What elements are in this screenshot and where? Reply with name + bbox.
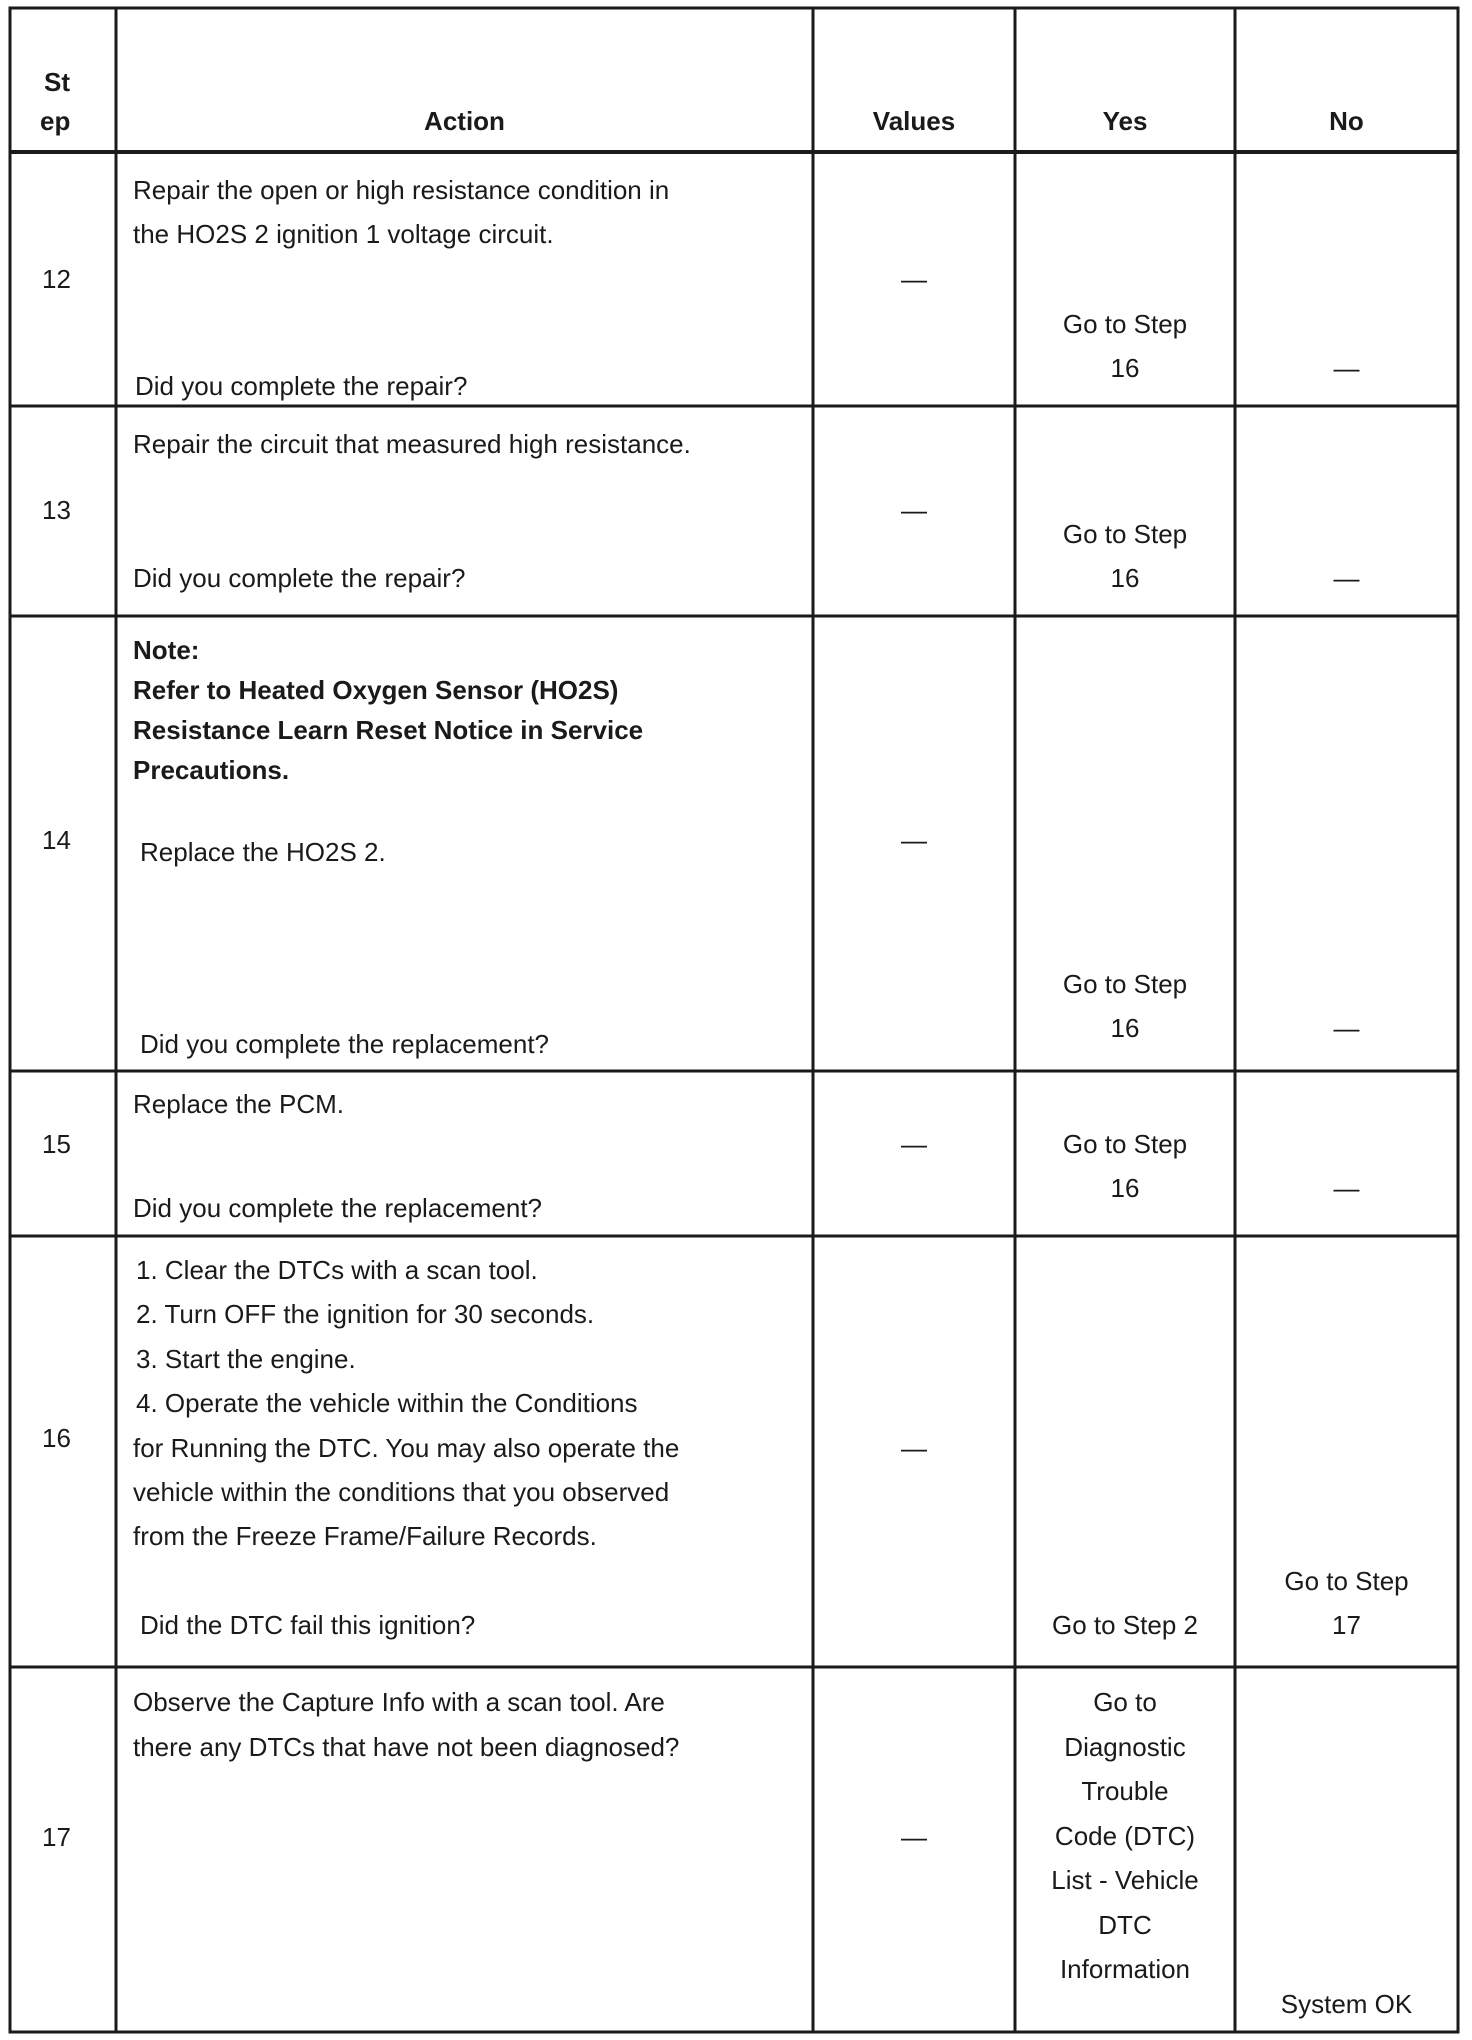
yes-cell-line: 16 — [1110, 1173, 1140, 1203]
header-step-line2: ep — [40, 106, 71, 136]
no-cell: — — [1333, 1013, 1360, 1043]
action-line: vehicle within the conditions that you observed — [133, 1477, 670, 1507]
action-line: 3. Start the engine. — [136, 1344, 356, 1374]
no-cell: — — [1333, 1173, 1360, 1203]
header-action: Action — [424, 106, 505, 136]
values-cell: — — [901, 825, 927, 855]
header-yes: Yes — [1102, 106, 1148, 136]
yes-cell-line: 16 — [1110, 353, 1140, 383]
action-line: there any DTCs that have not been diagnosed? — [133, 1732, 680, 1762]
step-number: 14 — [42, 825, 71, 855]
action-question: Did you complete the replacement? — [133, 1193, 543, 1223]
yes-cell-line: Go to — [1093, 1687, 1157, 1717]
yes-cell-line: Go to Step — [1062, 309, 1188, 339]
header-no: No — [1329, 106, 1364, 136]
yes-cell-line: 16 — [1110, 563, 1140, 593]
yes-cell-line: DTC — [1098, 1910, 1152, 1940]
yes-cell-line: 16 — [1110, 1013, 1140, 1043]
no-cell-line: 17 — [1332, 1610, 1361, 1640]
yes-cell-line: Go to Step — [1062, 519, 1188, 549]
action-line: Repair the open or high resistance condition in — [133, 175, 670, 205]
yes-cell-line: Trouble — [1081, 1776, 1169, 1806]
action-question: Did you complete the repair? — [135, 371, 468, 401]
values-cell: — — [901, 1433, 927, 1463]
header-step-line1: St — [44, 67, 70, 97]
no-cell: — — [1333, 353, 1360, 383]
note-line: Refer to Heated Oxygen Sensor (HO2S) — [133, 675, 619, 705]
yes-cell-line: Code (DTC) — [1054, 1821, 1196, 1851]
step-number: 15 — [42, 1129, 71, 1159]
note-line: Precautions. — [133, 755, 290, 785]
step-number: 13 — [42, 495, 71, 525]
step-number: 16 — [42, 1423, 71, 1453]
action-question: Did you complete the replacement? — [140, 1029, 550, 1059]
action-line: the HO2S 2 ignition 1 voltage circuit. — [133, 219, 554, 249]
action-line: 4. Operate the vehicle within the Conditions — [136, 1388, 638, 1418]
yes-cell-line: Go to Step — [1062, 969, 1188, 999]
action-line: 1. Clear the DTCs with a scan tool. — [136, 1255, 538, 1285]
action-line: from the Freeze Frame/Failure Records. — [133, 1521, 597, 1551]
yes-cell-line: Go to Step — [1062, 1129, 1188, 1159]
action-line: 2. Turn OFF the ignition for 30 seconds. — [136, 1299, 595, 1329]
no-cell-line: Go to Step — [1284, 1566, 1409, 1596]
no-cell: — — [1333, 563, 1360, 593]
action-line: Replace the PCM. — [133, 1089, 344, 1119]
values-cell: — — [901, 1822, 927, 1852]
action-line: Replace the HO2S 2. — [140, 837, 386, 867]
step-number: 12 — [42, 264, 71, 294]
yes-cell: Go to Step 2 — [1052, 1610, 1198, 1640]
values-cell: — — [901, 1129, 927, 1159]
note-heading: Note: — [133, 635, 200, 665]
step-number: 17 — [42, 1822, 71, 1852]
values-cell: — — [901, 495, 927, 525]
yes-cell-line: List - Vehicle — [1051, 1865, 1199, 1895]
action-question: Did you complete the repair? — [133, 563, 466, 593]
action-line: Repair the circuit that measured high resistance. — [133, 429, 691, 459]
action-question: Did the DTC fail this ignition? — [140, 1610, 476, 1640]
values-cell: — — [901, 264, 927, 294]
yes-cell-line: Diagnostic — [1064, 1732, 1186, 1762]
action-line: for Running the DTC. You may also operate the — [133, 1433, 680, 1463]
yes-cell-line: Information — [1059, 1954, 1191, 1984]
note-line: Resistance Learn Reset Notice in Service — [133, 715, 644, 745]
header-values: Values — [872, 106, 956, 136]
no-cell: System OK — [1280, 1989, 1413, 2019]
action-line: Observe the Capture Info with a scan tool. Are — [133, 1687, 665, 1717]
